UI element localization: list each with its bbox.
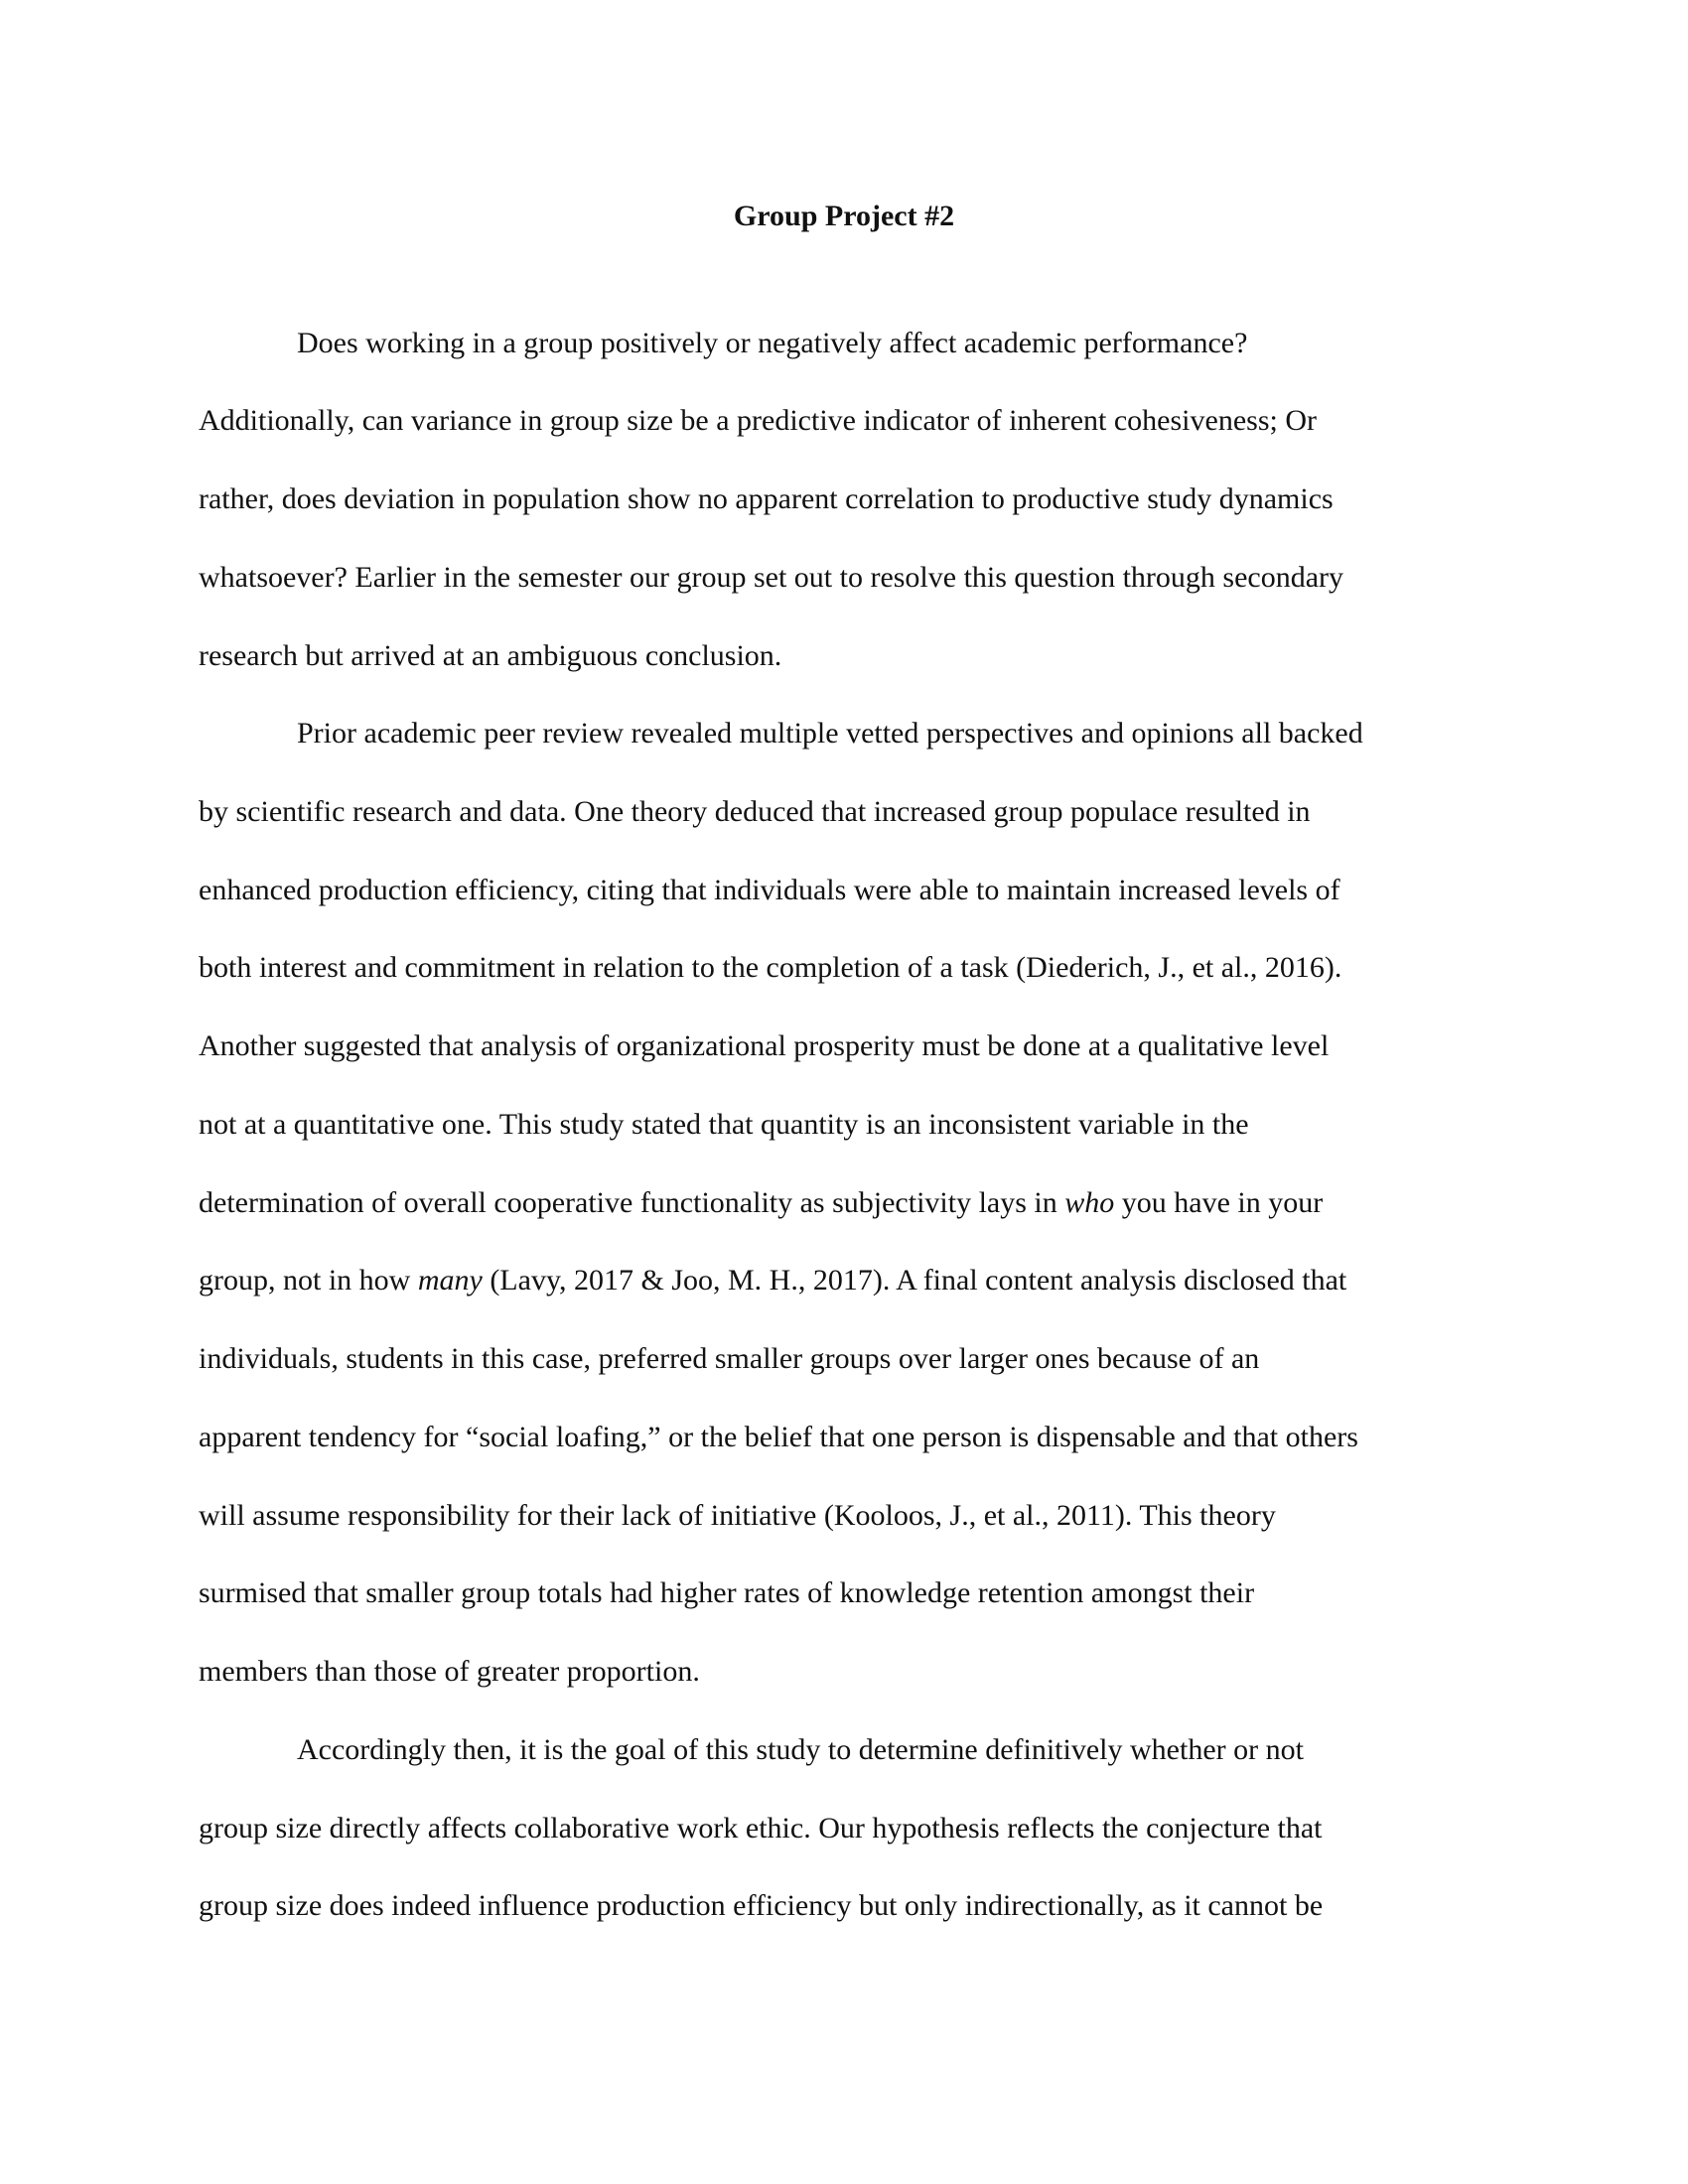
emphasis-who: who (1064, 1186, 1115, 1219)
paragraph-2-line-1: Prior academic peer review revealed multiple vetted perspectives and opinions all backed (297, 717, 1363, 750)
paragraph-2-line-5: Another suggested that analysis of organizational prosperity must be done at a qualitative level (199, 1029, 1330, 1062)
text-run: group, not in how (199, 1264, 418, 1297)
paragraph-3-line-1: Accordingly then, it is the goal of this study to determine definitively whether or not (297, 1733, 1304, 1766)
text-run: you have in your (1114, 1186, 1324, 1219)
paragraph-1-line-1: Does working in a group positively or negatively affect academic performance? (297, 327, 1248, 359)
paragraph-1-line-3: rather, does deviation in population show no apparent correlation to productive study dynamics (199, 482, 1334, 515)
paragraph-2-line-11: will assume responsibility for their lack of initiative (Kooloos, J., et al., 2011). This theory (199, 1499, 1276, 1532)
paragraph-2-line-7 (199, 1183, 1323, 1223)
paragraph-2-line-10: apparent tendency for “social loafing,” or the belief that one person is dispensable and that others (199, 1421, 1358, 1453)
paragraph-1-line-2: Additionally, can variance in group size be a predictive indicator of inherent cohesiveness; Or (199, 404, 1317, 437)
paragraph-2-line-9: individuals, students in this case, preferred smaller groups over larger ones because of an (199, 1342, 1260, 1375)
paragraph-1-line-4: whatsoever? Earlier in the semester our group set out to resolve this question through secondary (199, 561, 1344, 594)
paragraph-3-line-2: group size directly affects collaborative work ethic. Our hypothesis reflects the conjecture that (199, 1812, 1323, 1844)
text-run: determination of overall cooperative functionality as subjectivity lays in (199, 1186, 1065, 1219)
paragraph-2-line-2: by scientific research and data. One theory deduced that increased group populace resulted in (199, 795, 1311, 828)
paragraph-2-line-13: members than those of greater proportion. (199, 1655, 700, 1688)
paragraph-2-line-4: both interest and commitment in relation to the completion of a task (Diederich, J., et al., 2016). (199, 951, 1342, 984)
text-run: (Lavy, 2017 & Joo, M. H., 2017). A final content analysis disclosed that (482, 1264, 1347, 1297)
paragraph-2-line-8 (199, 1261, 1346, 1300)
emphasis-many: many (417, 1264, 483, 1297)
paragraph-3-line-3: group size does indeed influence production efficiency but only indirectionally, as it cannot be (199, 1889, 1324, 1922)
paragraph-2-line-3: enhanced production efficiency, citing that individuals were able to maintain increased levels of (199, 874, 1340, 906)
paragraph-2-line-6: not at a quantitative one. This study stated that quantity is an inconsistent variable in the (199, 1108, 1249, 1141)
document-title: Group Project #2 (733, 200, 955, 232)
paragraph-1-line-5: research but arrived at an ambiguous conclusion. (199, 639, 782, 672)
paragraph-2-line-12: surmised that smaller group totals had higher rates of knowledge retention amongst their (199, 1576, 1255, 1609)
